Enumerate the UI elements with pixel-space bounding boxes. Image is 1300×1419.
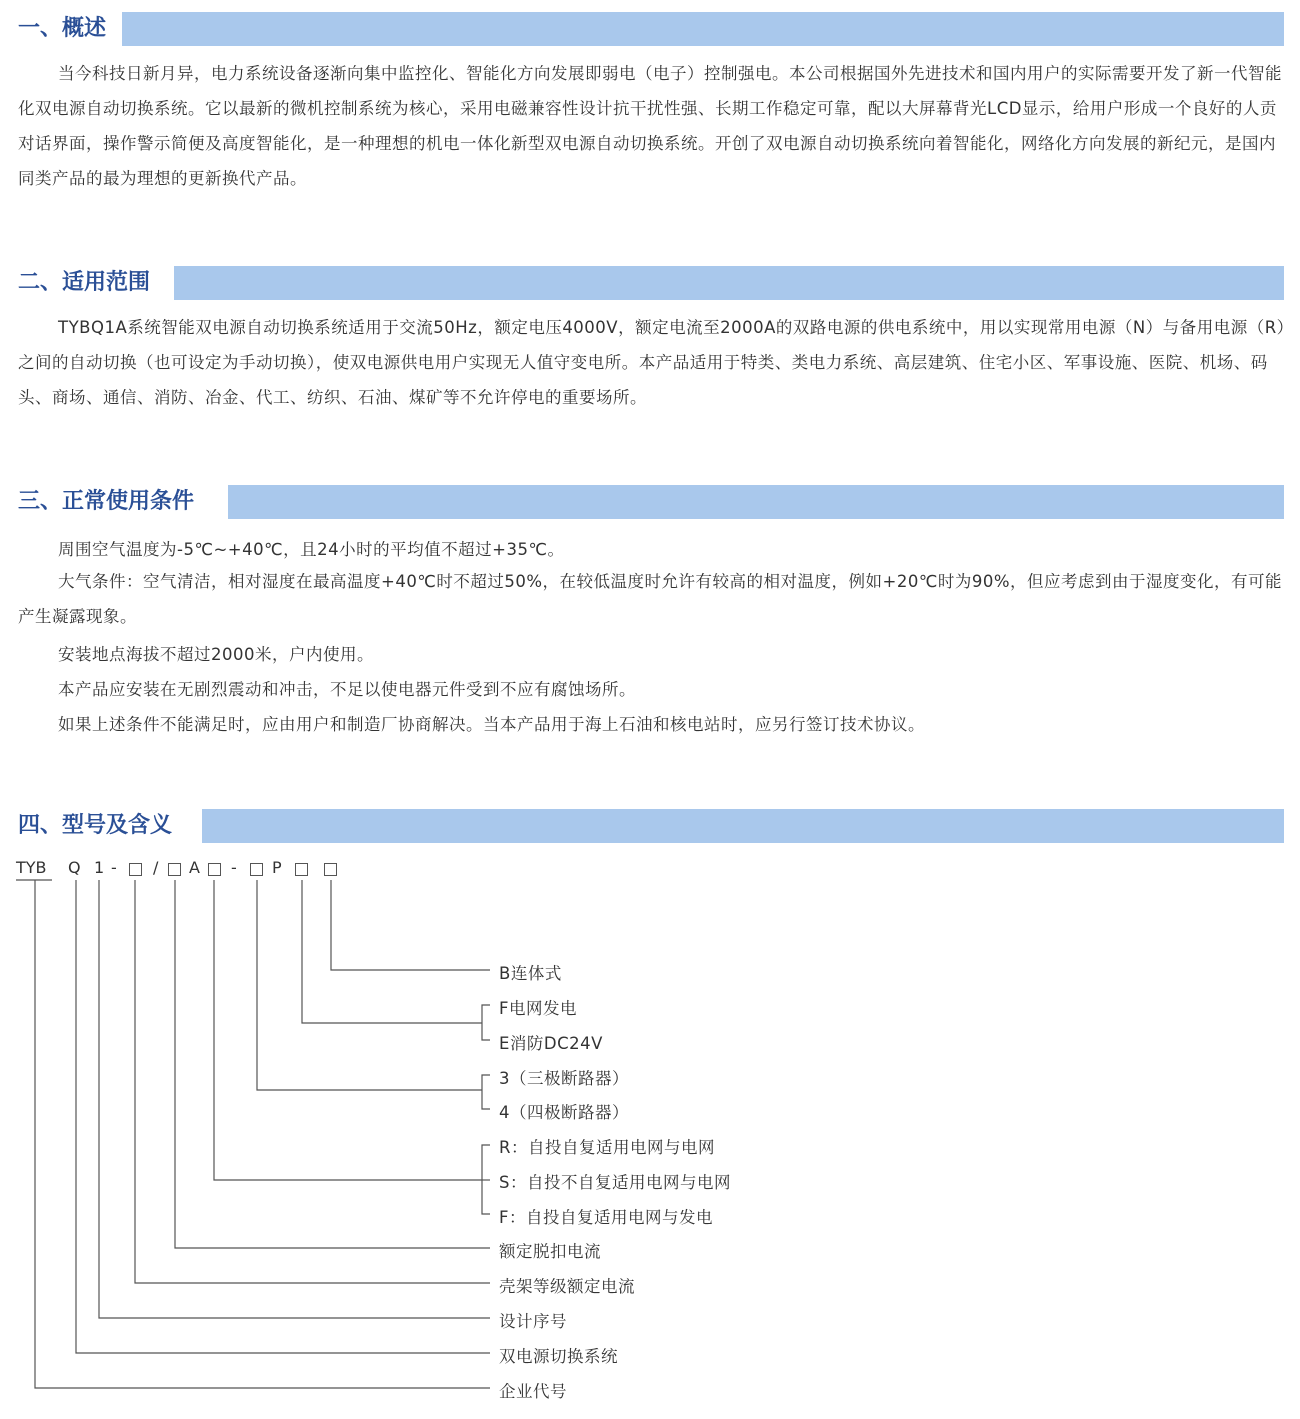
code-q: Q xyxy=(68,858,81,877)
legend-company-code: 企业代号 xyxy=(499,1382,567,1401)
code-p: P xyxy=(272,858,282,877)
condition-negotiation: 如果上述条件不能满足时，应由用户和制造厂协商解决。当本产品用于海上石油和核电站时，应另行签订技术协议。 xyxy=(58,715,925,734)
legend-frame-current: 壳架等级额定电流 xyxy=(499,1277,635,1296)
code-tyb: TYB xyxy=(16,858,47,877)
condition-altitude: 安装地点海拔不超过2000米，户内使用。 xyxy=(58,645,374,664)
section-title: 四、型号及含义 xyxy=(18,809,182,843)
legend-mode-s: S：自投不自复适用电网与电网 xyxy=(499,1173,731,1192)
legend-connected: B连体式 xyxy=(499,964,562,983)
code-a: A xyxy=(189,858,200,877)
condition-temperature: 周围空气温度为-5℃~+40℃，且24小时的平均值不超过+35℃。 xyxy=(58,540,565,559)
code-dash: - xyxy=(111,858,117,877)
section-title: 一、概述 xyxy=(18,12,116,46)
legend-grid-generator: F电网发电 xyxy=(499,999,577,1018)
section-title: 三、正常使用条件 xyxy=(18,485,204,519)
legend-dual-power: 双电源切换系统 xyxy=(499,1347,618,1366)
code-dash: - xyxy=(231,858,237,877)
scope-paragraph: TYBQ1A系统智能双电源自动切换系统适用于交流50Hz，额定电压4000V，额定电流至2000A的双路电源的供电系统中，用以实现常用电源（N）与备用电源（R）之间的自动切换（也可设定为手动切换），使双电源供电用户实现无人值守变电所。本产品适用于特类、类电力系统、高层建筑、住宅小区、军事设施、医院、机场、码头、商场、通信、消防、冶金、代工、纺织、石油、煤矿等不允许停电的重要场所。 xyxy=(18,318,1286,407)
code-slash: / xyxy=(153,858,159,877)
legend-mode-r: R：自投自复适用电网与电网 xyxy=(499,1138,715,1157)
legend-trip-current: 额定脱扣电流 xyxy=(499,1242,601,1261)
legend-three-pole: 3（三极断路器） xyxy=(499,1069,629,1088)
overview-paragraph: 当今科技日新月异，电力系统设备逐渐向集中监控化、智能化方向发展即弱电（电子）控制强电。本公司根据国外先进技术和国内用户的实际需要开发了新一代智能化双电源自动切换系统。它以最新的微机控制系统为核心，采用电磁兼容性设计抗干扰性强、长期工作稳定可靠，配以大屏幕背光LCD显示，给用户形成一个良好的人贡对话界面，操作警示简便及高度智能化，是一种理想的机电一体化新型双电源自动切换系统。开创了双电源自动切换系统向着智能化，网络化方向发展的新纪元，是国内同类产品的最为理想的更新换代产品。 xyxy=(18,64,1282,188)
legend-four-pole: 4（四极断路器） xyxy=(499,1103,629,1122)
code-1: 1 xyxy=(94,858,105,877)
condition-atmosphere: 大气条件：空气清洁，相对湿度在最高温度+40℃时不超过50%，在较低温度时允许有较高的相对温度，例如+20℃时为90%，但应考虑到由于湿度变化，有可能产生凝露现象。 xyxy=(18,572,1283,626)
legend-mode-f: F：自投自复适用电网与发电 xyxy=(499,1208,713,1227)
legend-design-number: 设计序号 xyxy=(499,1312,567,1331)
condition-installation: 本产品应安装在无剧烈震动和冲击，不足以使电器元件受到不应有腐蚀场所。 xyxy=(58,680,636,699)
legend-fire-dc24v: E消防DC24V xyxy=(499,1034,603,1053)
section-title: 二、适用范围 xyxy=(18,266,160,300)
